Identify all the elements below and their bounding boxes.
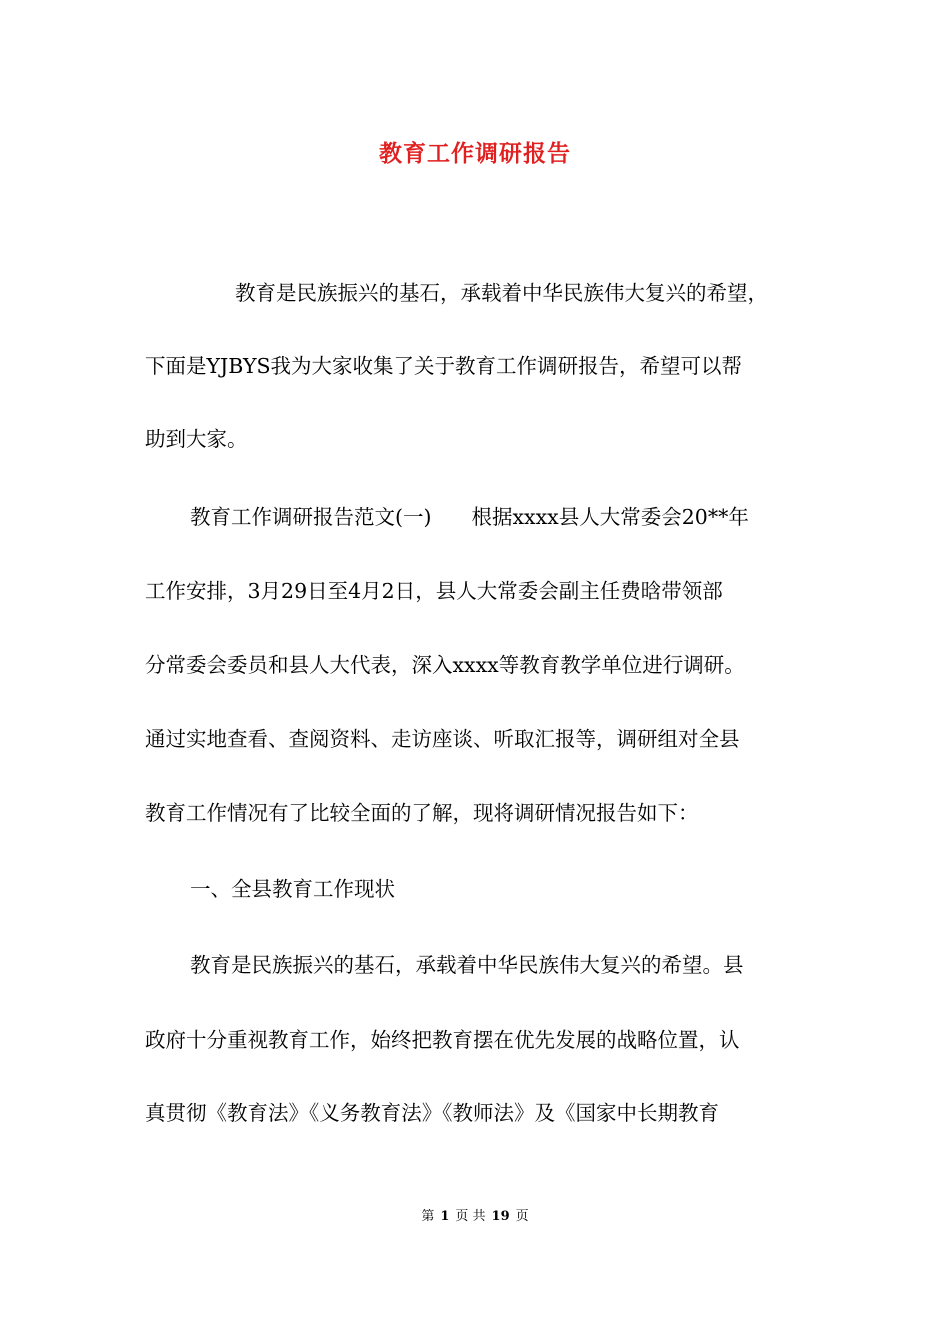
section-heading-1: 一、全县教育工作现状 <box>190 877 395 901</box>
page-footer <box>0 1207 950 1227</box>
text-line-3: 助到大家。 <box>145 427 248 451</box>
footer-prefix: 第 <box>421 1209 435 1224</box>
text-line-11: 真贯彻《教育法》《义务教育法》《教师法》及《国家中长期教育 <box>145 1101 719 1125</box>
text-line-4-body: 根据xxxx县人大常委会20**年 <box>471 505 749 529</box>
text-line-2: 下面是YJBYS我为大家收集了关于教育工作调研报告，希望可以帮 <box>145 354 743 378</box>
total-page-count: 19 <box>491 1209 510 1224</box>
text-line-6: 分常委会委员和县人大代表，深入xxxx等教育教学单位进行调研。 <box>145 653 745 677</box>
page-title: 教育工作调研报告 <box>379 140 571 167</box>
text-line-7: 通过实地查看、查阅资料、走访座谈、听取汇报等，调研组对全县 <box>145 727 740 751</box>
text-line-10: 政府十分重视教育工作，始终把教育摆在优先发展的战略位置，认 <box>145 1028 740 1052</box>
footer-middle: 页 共 <box>455 1209 486 1224</box>
current-page-number: 1 <box>440 1209 450 1224</box>
text-line-9: 教育是民族振兴的基石，承载着中华民族伟大复兴的希望。县 <box>190 953 744 977</box>
text-line-1: 教育是民族振兴的基石，承载着中华民族伟大复兴的希望， <box>235 281 768 305</box>
section-heading-sample-1: 教育工作调研报告范文(一) <box>190 505 432 529</box>
text-line-4 <box>190 502 749 532</box>
footer-suffix: 页 <box>515 1209 529 1224</box>
text-line-5: 工作安排，3月29日至4月2日，县人大常委会副主任费晗带领部 <box>145 579 723 603</box>
text-line-8: 教育工作情况有了比较全面的了解，现将调研情况报告如下： <box>145 801 699 825</box>
